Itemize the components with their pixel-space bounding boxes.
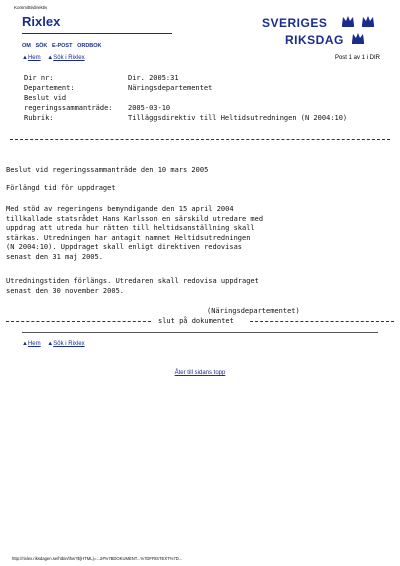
home-link[interactable]: Hem	[27, 55, 41, 61]
back-to-top-wrap	[0, 361, 400, 379]
bottom-links	[22, 341, 85, 347]
back-to-top-link[interactable]: Åter till sidans topp	[174, 370, 226, 376]
nav-ordbok[interactable]: ORDBOK	[77, 43, 102, 49]
paragraph-2	[6, 277, 259, 296]
search-arrow-icon: ▲	[47, 55, 54, 61]
page-info: Post 1 av 1 i DIR	[334, 55, 380, 61]
dept-value: Näringsdepartementet	[128, 84, 213, 92]
home-arrow-icon: ▲	[22, 55, 28, 61]
brand-line2: RIKSDAG	[285, 33, 344, 47]
para1-line: (N 2004:10). Uppdraget skall enligt direktiven redovisas	[6, 243, 243, 251]
decision-label-2: regeringssammanträde:	[24, 104, 113, 112]
paragraph-1	[6, 205, 263, 262]
decision-label-1: Beslut vid	[24, 94, 67, 102]
three-crowns-icon	[340, 14, 382, 46]
nav-epost[interactable]: E-POST	[51, 43, 73, 49]
department-note: (Näringsdepartementet)	[207, 307, 300, 315]
search-arrow-icon: ▲	[47, 341, 54, 347]
brand-line1: SVERIGES	[262, 16, 328, 30]
site-name[interactable]: Rixlex	[22, 14, 61, 29]
para2-line: senast den 30 november 2005.	[6, 286, 125, 295]
nav-om[interactable]: OM	[22, 43, 31, 49]
search-link[interactable]: Sök i Rixlex	[53, 55, 85, 61]
para2-line: Utredningstiden förlängs. Utredaren skall redovisa uppdraget	[6, 277, 259, 285]
dept-label: Departement:	[24, 84, 75, 92]
title-label: Rubrik:	[24, 114, 54, 122]
home-link-bottom[interactable]: Hem	[27, 341, 41, 347]
top-links	[22, 55, 85, 61]
para1-line: senast den 31 maj 2005.	[6, 252, 103, 261]
end-dashes-right	[250, 321, 394, 322]
para1-line: uppdrag att utreda hur rätten till heltidsanställning skall	[6, 224, 255, 232]
home-arrow-icon: ▲	[22, 341, 28, 347]
para1-line: stärkas. Utredningen har antagit namnet Heltidsutredningen	[6, 233, 251, 242]
end-dashes-left	[6, 321, 151, 322]
bottom-rule	[22, 332, 378, 333]
footer-url: http://rixlex.riksdagen.se/htbin/thw?${HTML}=...2#%7BDOKUMENT...%7DFRISTEXT%7D...	[12, 556, 183, 561]
search-link-bottom[interactable]: Sök i Rixlex	[53, 341, 85, 347]
subtitle-line: Förlängd tid för uppdraget	[6, 184, 116, 192]
para1-line: Med stöd av regeringens bemyndigande den 15 april 2004	[6, 205, 234, 213]
end-of-document: slut på dokumentet	[158, 317, 234, 325]
separator-dashes	[10, 139, 390, 140]
doc-type-label: Kommittédirektiv	[14, 5, 48, 10]
dir-label: Dir nr:	[24, 74, 54, 82]
para1-line: tillkallade statsrådet Hans Karlsson en särskild utredare med	[6, 214, 264, 223]
decision-value: 2005-03-10	[128, 104, 171, 112]
header-rule	[22, 33, 172, 34]
title-value: Tilläggsdirektiv till Heltidsutredningen (N 2004:10)	[128, 114, 348, 122]
top-nav	[22, 43, 102, 49]
nav-sok[interactable]: SÖK	[35, 43, 48, 49]
decision-line: Beslut vid regeringssammanträde den 10 mars 2005	[6, 166, 209, 174]
dir-value: Dir. 2005:31	[128, 74, 179, 82]
